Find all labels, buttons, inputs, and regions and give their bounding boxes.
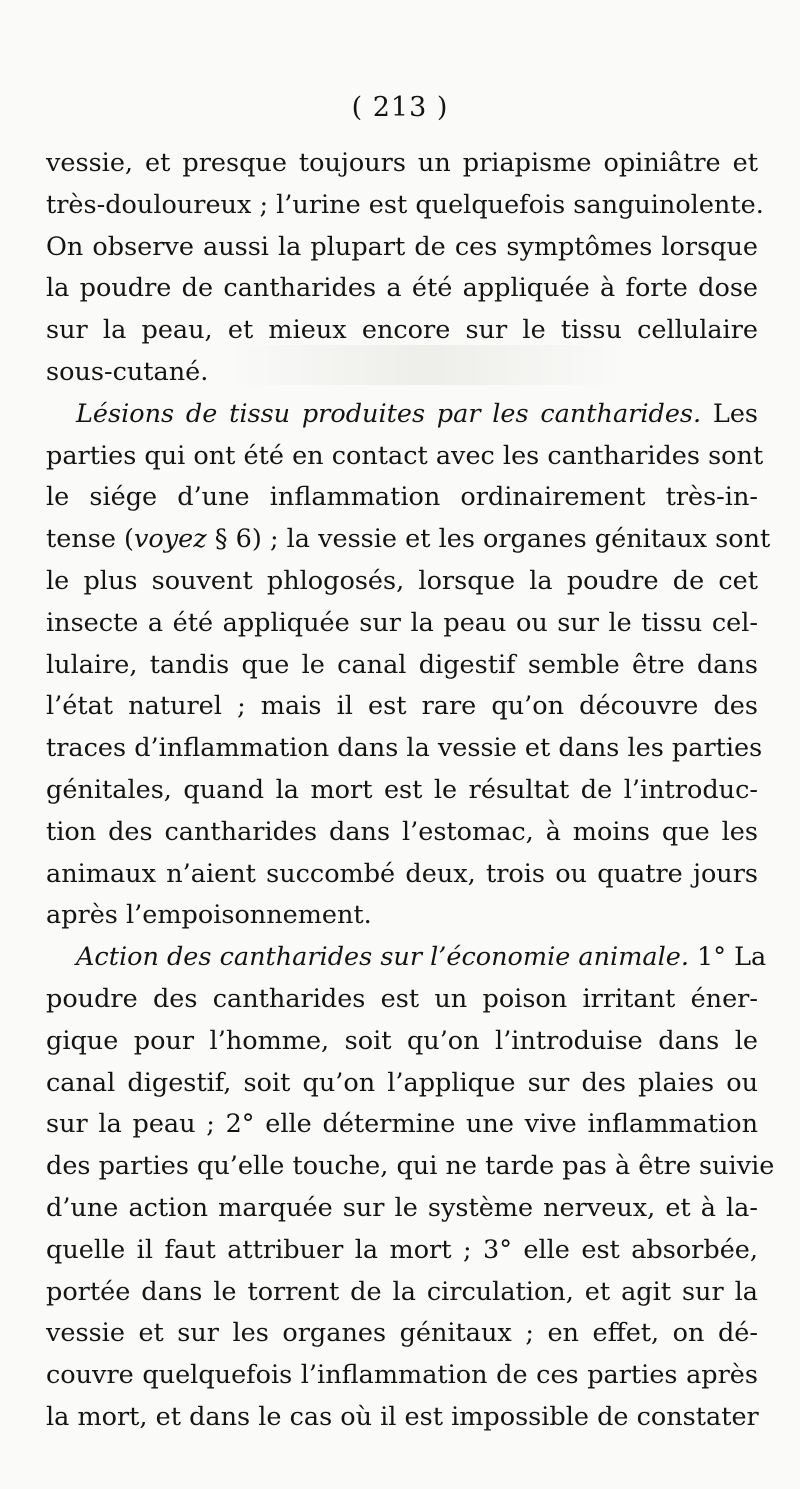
text-line: tion des cantharides dans l’estomac, à moins que les <box>46 816 758 847</box>
text-line: sur la peau ; 2° elle détermine une vive inflammation <box>46 1109 758 1140</box>
text-line: quelle il faut attribuer la mort ; 3° elle est absorbée, <box>46 1234 758 1265</box>
page-number: ( 213 ) <box>351 92 449 123</box>
text-line: insecte a été appliquée sur la peau ou sur le tissu cel- <box>46 607 758 638</box>
text-line: poudre des cantharides est un poison irritant éner- <box>46 983 758 1014</box>
text-line: portée dans le torrent de la circulation, et agit sur la <box>46 1276 758 1307</box>
text-line-with-reference <box>46 519 771 561</box>
text-line: On observe aussi la plupart de ces symptômes lorsque <box>46 231 758 262</box>
text-line: la poudre de cantharides a été appliquée à forte dose <box>46 273 758 304</box>
section-heading-line <box>46 394 758 436</box>
text-line: traces d’inflammation dans la vessie et dans les parties <box>46 733 763 764</box>
section-heading-lesions: Lésions de tissu produites par les cantharides. <box>76 398 702 429</box>
text-line: gique pour l’homme, soit qu’on l’introduise dans le <box>46 1025 758 1056</box>
section-heading-line <box>46 937 767 979</box>
text-line: sur la peau, et mieux encore sur le tissu cellulaire <box>46 315 758 346</box>
text-run: Les <box>701 398 759 429</box>
text-line: après l’empoisonnement. <box>46 900 372 931</box>
section-heading-action: Action des cantharides sur l’économie animale. <box>76 942 689 973</box>
text-line: le siége d’une inflammation ordinairement très-in- <box>46 482 758 513</box>
text-run: 1° La <box>688 942 767 973</box>
text-line: parties qui ont été en contact avec les cantharides sont <box>46 440 764 471</box>
body-text <box>46 143 775 1439</box>
text-line: vessie, et presque toujours un priapisme opiniâtre et <box>46 148 758 178</box>
text-line: canal digestif, soit qu’on l’applique sur des plaies ou <box>46 1067 758 1098</box>
text-line: génitales, quand la mort est le résultat de l’introduc- <box>46 774 758 805</box>
text-line: le plus souvent phlogosés, lorsque la poudre de cet <box>46 565 758 596</box>
text-line: la mort, et dans le cas où il est impossible de constater <box>46 1401 759 1432</box>
text-line: vessie et sur les organes génitaux ; en effet, on dé- <box>46 1318 758 1349</box>
text-line: couvre quelquefois l’inflammation de ces parties après <box>46 1360 758 1391</box>
text-line: lulaire, tandis que le canal digestif semble être dans <box>46 649 758 680</box>
cross-reference: voyez <box>134 524 207 555</box>
text-line: très-douloureux ; l’urine est quelquefois sanguinolente. <box>46 189 764 220</box>
text-line: des parties qu’elle touche, qui ne tarde pas à être suivie <box>46 1151 775 1182</box>
text-line: d’une action marquée sur le système nerveux, et à la- <box>46 1192 758 1223</box>
text-line: sous-cutané. <box>46 356 209 387</box>
text-line: animaux n’aient succombé deux, trois ou quatre jours <box>46 858 758 889</box>
text-run: tense ( <box>46 524 134 555</box>
text-line: l’état naturel ; mais il est rare qu’on découvre des <box>46 691 758 722</box>
text-run: § 6) ; la vessie et les organes génitaux sont <box>206 524 771 555</box>
